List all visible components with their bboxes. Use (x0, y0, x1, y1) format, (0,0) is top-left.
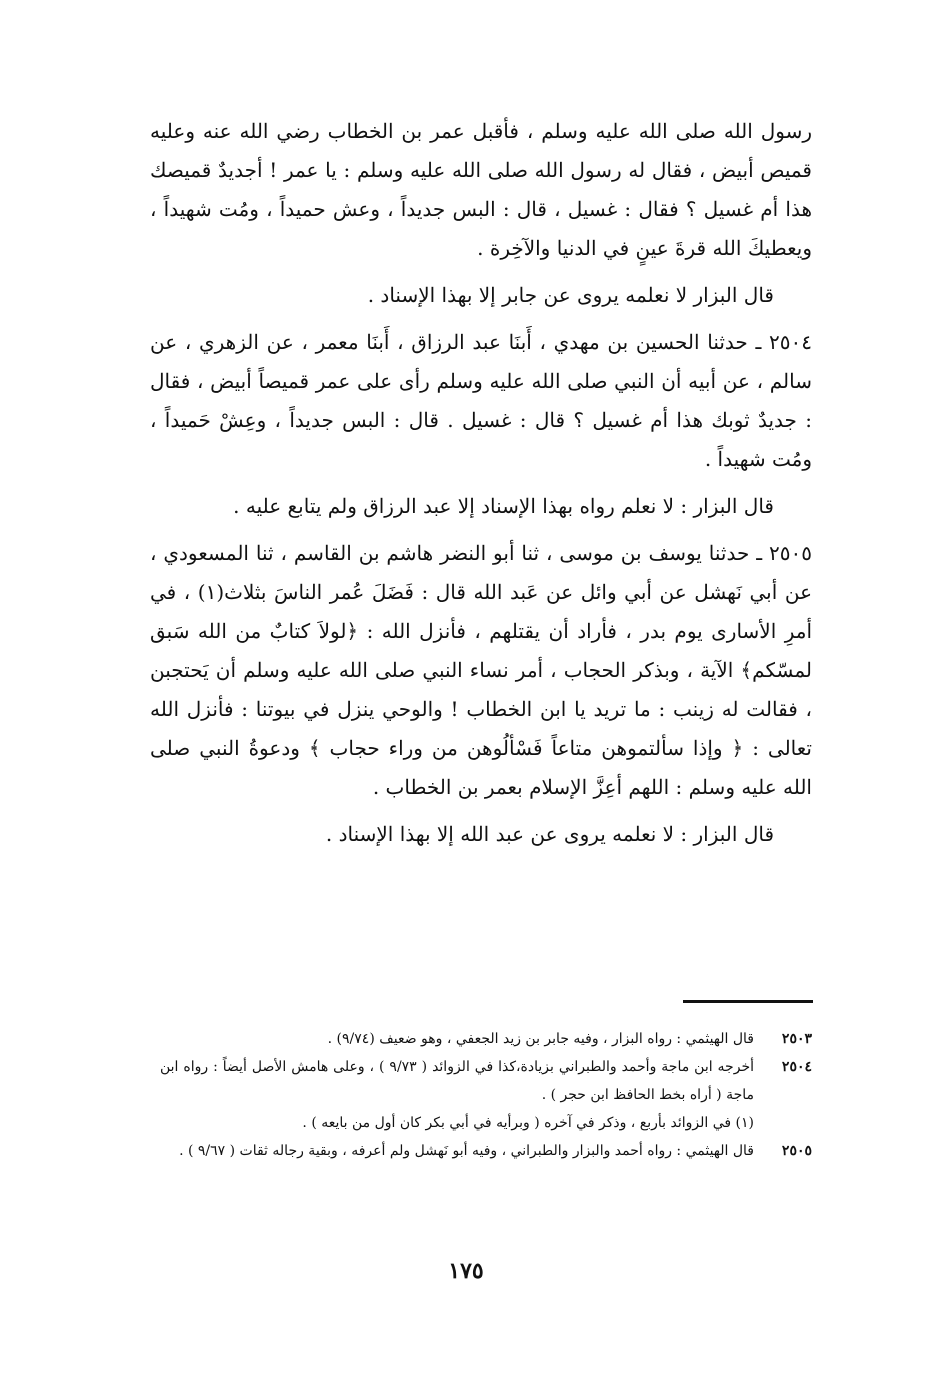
footnote-text: أخرجه ابن ماجة وأحمد والطبراني بزيادة،كذا في الزوائد ( ٩/٧٣ ) ، وعلى هامش الأصل أيضاً : رواه ابن ماجة ( أراه بخط الحافظ ابن حجر ) . (160, 1059, 754, 1103)
footnote (160, 1025, 812, 1053)
footnote-number: ٢٥٠٤ (781, 1059, 812, 1075)
page-number: ١٧٥ (448, 1258, 484, 1284)
hadith-paragraph: ٢٥٠٤ ـ حدثنا الحسين بن مهدي ، أَبنَا عبد الرزاق ، أَبنَا معمر ، عن الزهري ، عن سالم ، عن أبيه أن النبي صلى الله عليه وسلم رأى على عمر قميصاً أبيض ، فقال : جديدٌ ثوبك هذا أم غسيل ؟ قال : غسيل . قال : البس جديداً ، وعِشْ حَميداً ، ومُت شهيداً . (150, 330, 812, 471)
footnote-divider (683, 1000, 813, 1003)
paragraph: قال البزار لا نعلمه يروى عن جابر إلا بهذا الإسناد . (367, 283, 774, 307)
main-text (150, 112, 812, 862)
footnote-text: (١) في الزوائد بأربع ، وذكر في آخره ( وبرأيه في أبي بكر كان أول من بايعه ) . (302, 1115, 754, 1131)
paragraph: قال البزار : لا نعلم رواه بهذا الإسناد إلا عبد الرزاق ولم يتابع عليه . (233, 494, 774, 518)
footnotes (160, 1025, 812, 1165)
footnote (160, 1137, 812, 1165)
footnote-text: قال الهيثمي : رواه أحمد والبزار والطبراني ، وفيه أبو نَهشل ولم أعرفه ، وبقية رجاله ثقات ( ٩/٦٧ ) . (179, 1143, 754, 1159)
hadith-paragraph: ٢٥٠٥ ـ حدثنا يوسف بن موسى ، ثنا أبو النضر هاشم بن القاسم ، ثنا المسعودي ، عن أبي نَهشل عن أبي وائل عن عَبد الله قال : فَضَلَ عُمر الناسَ بثلاث(١) ، في أمرِ الأسارى يوم بدر ، فأراد أن يقتلهم ، فأنزل الله : ﴿لولاَ كتابٌ من الله سَبق لمسّكم﴾ الآية ، وبذكر الحجاب ، أمر نساء النبي صلى الله عليه وسلم أن يَحتجبن ، فقالت له زينب : ما تريد يا ابن الخطاب ! والوحي ينزل في بيوتنا : فأنزل الله تعالى : ﴿ وإذا سألتموهن متاعاً فَسْألُوهن من وراء حجاب ﴾ ودعوةُ النبي صلى الله عليه وسلم : اللهم أعِزَّ الإسلام بعمر بن الخطاب . (150, 541, 813, 799)
footnote-text: قال الهيثمي : رواه البزار ، وفيه جابر بن زيد الجعفي ، وهو ضعيف (٩/٧٤) . (327, 1031, 754, 1047)
footnote-number: ٢٥٠٥ (781, 1143, 812, 1159)
footnote (160, 1053, 812, 1109)
footnote-number: ٢٥٠٣ (781, 1031, 812, 1047)
footnote-note (160, 1109, 812, 1137)
paragraph: رسول الله صلى الله عليه وسلم ، فأقبل عمر بن الخطاب رضي الله عنه وعليه قميص أبيض ، فقال له رسول الله صلى الله عليه وسلم : يا عمر ! أجديدٌ قميصك هذا أم غسيل ؟ فقال : غسيل ، قال : البس جديداً ، وعش حميداً ، ومُت شهيداً ، ويعطيكَ الله قرةَ عينٍ في الدنيا والآخِرة . (150, 119, 812, 260)
paragraph: قال البزار : لا نعلمه يروى عن عبد الله إلا بهذا الإسناد . (325, 822, 774, 846)
